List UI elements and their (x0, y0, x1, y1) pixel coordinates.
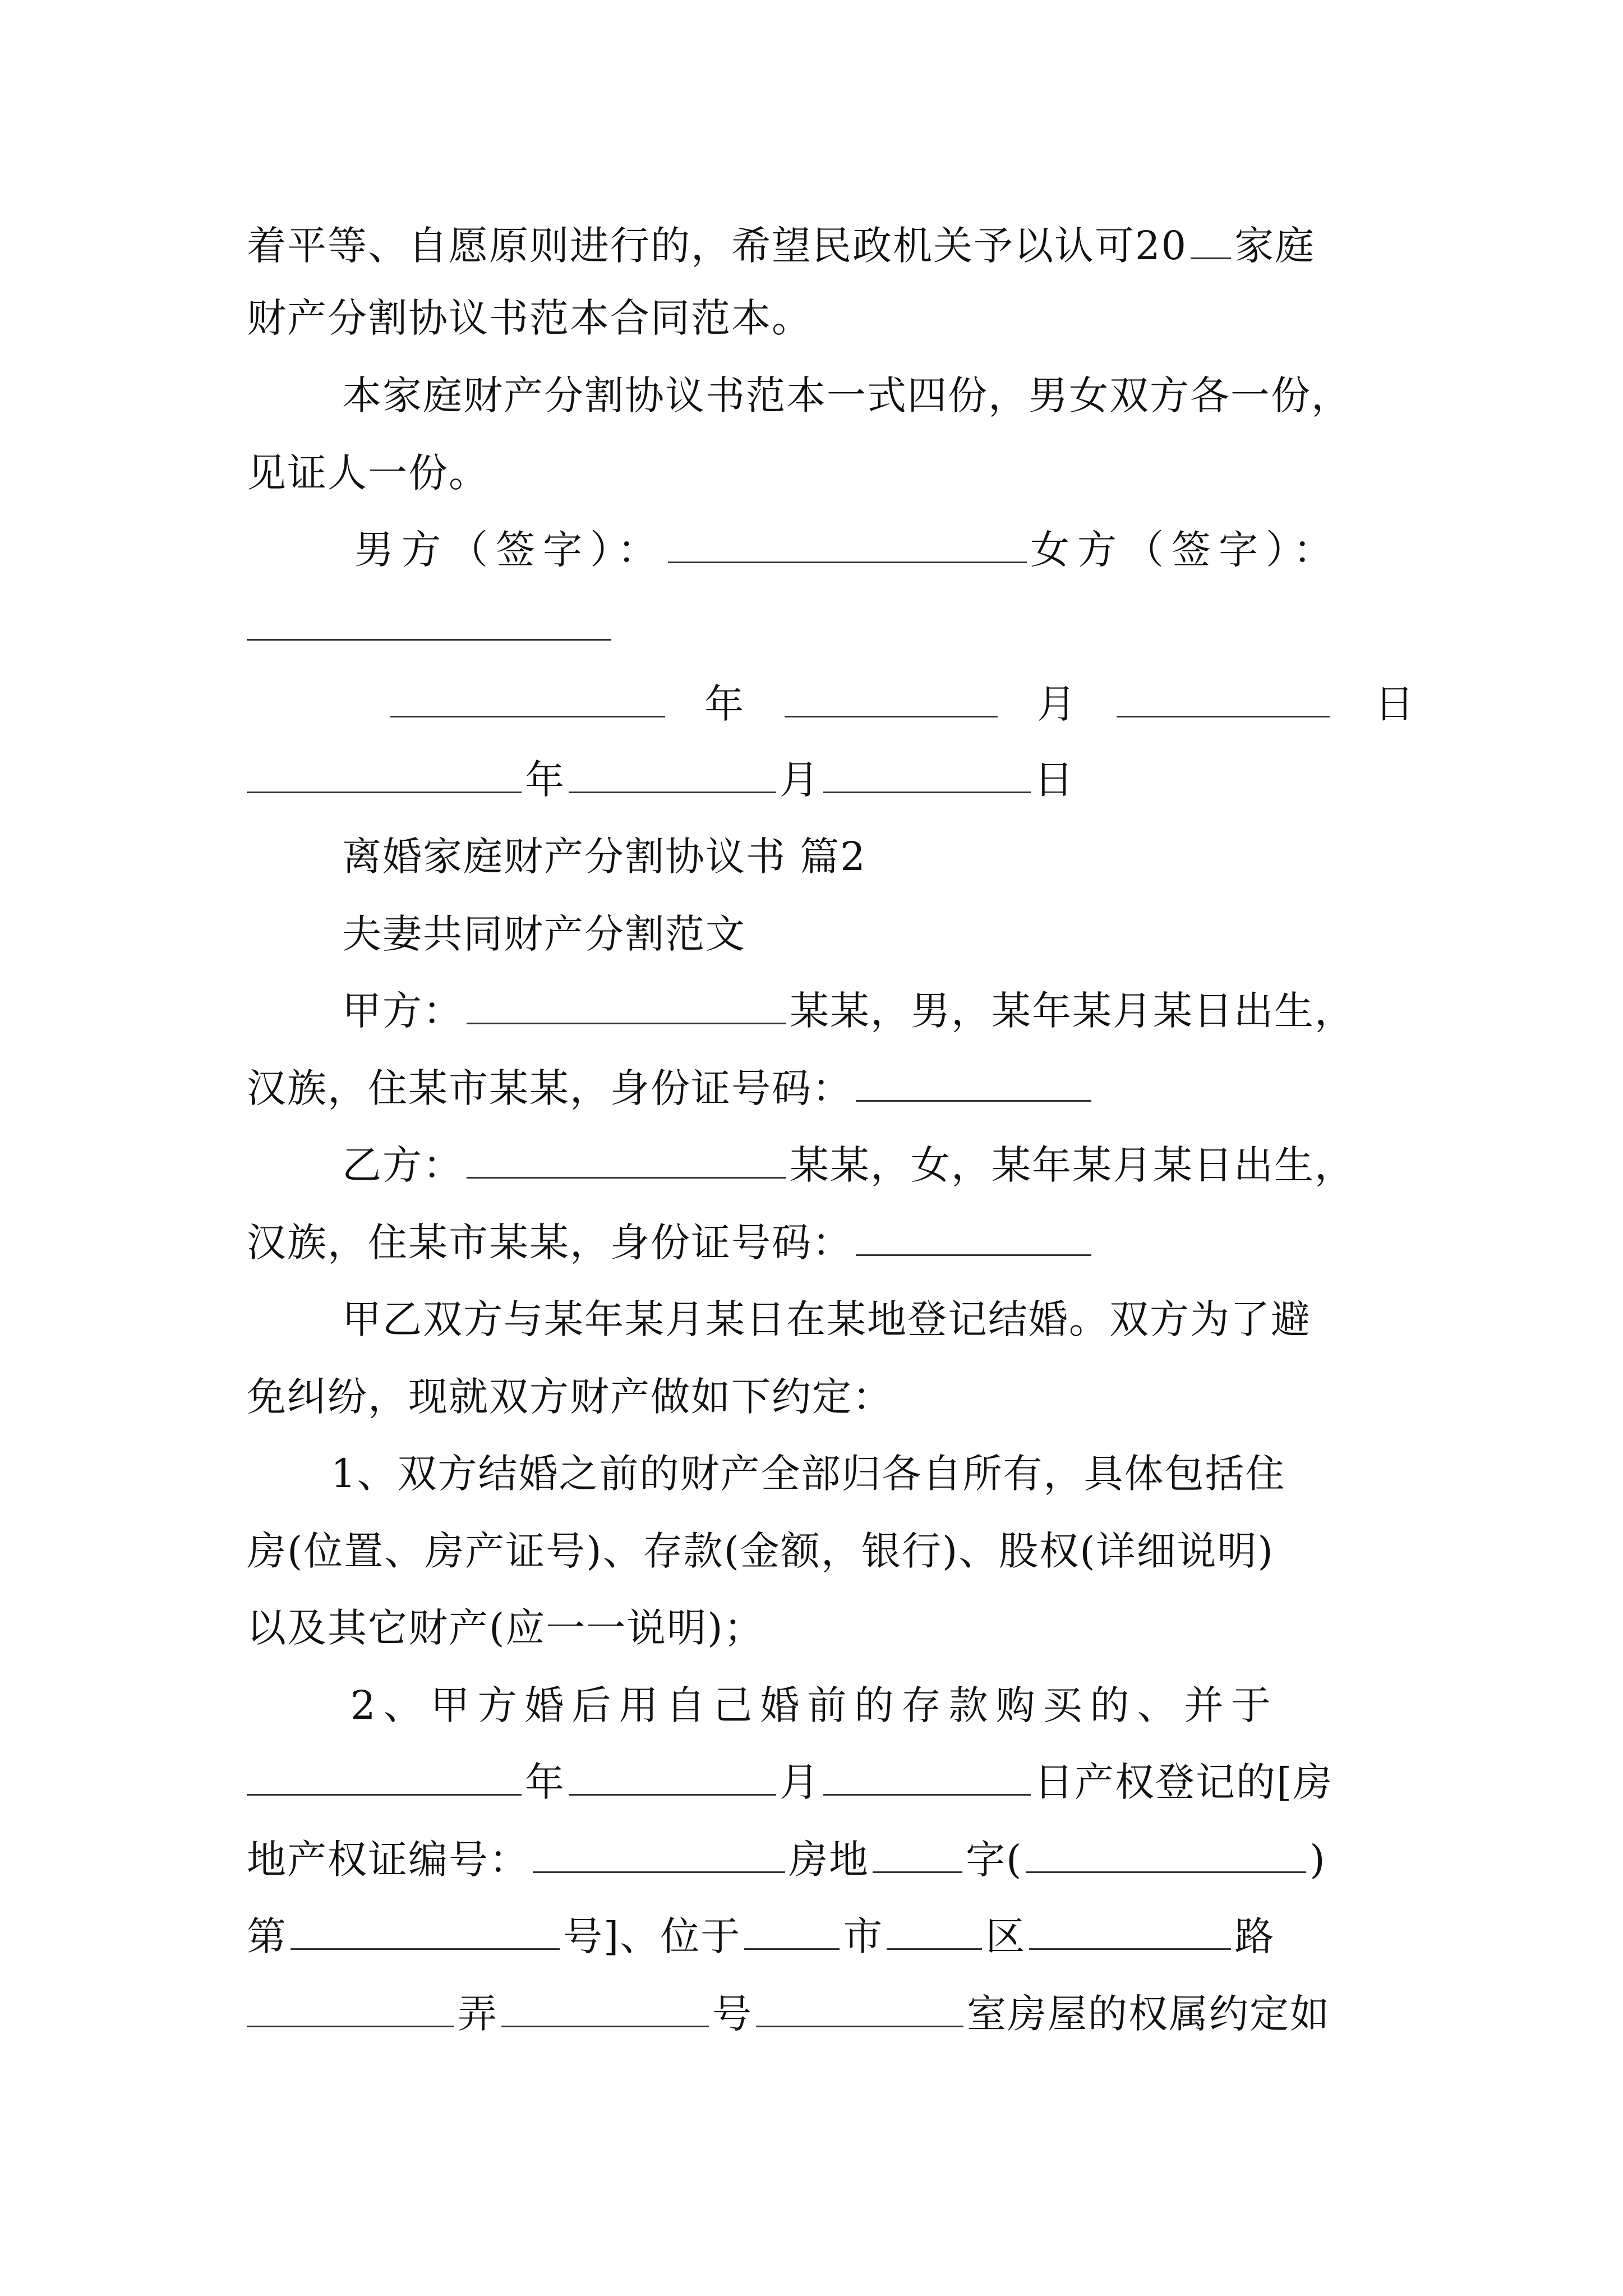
party-b-id-field (856, 1218, 1091, 1256)
blank-field (501, 1990, 709, 2027)
text: 号]、位于 (563, 1913, 741, 1959)
party-b-name-field (467, 1141, 786, 1179)
subheading: 夫妻共同财产分割范文 (342, 911, 746, 957)
road-field (1029, 1912, 1231, 1950)
item-2-line (247, 1906, 1275, 1967)
month-label: 月 (1036, 681, 1077, 727)
item-1-line: 1、双方结婚之前的财产全部归各自所有，具体包括住 (331, 1451, 1286, 1497)
party-b-info: 某某，女，某年某月某日出生， (790, 1142, 1355, 1188)
party-b-line2 (247, 1212, 1095, 1273)
text: 弄 (458, 1991, 498, 2037)
date-line (247, 749, 1075, 811)
city-field (744, 1912, 840, 1950)
party-b-line (342, 1134, 1355, 1196)
text: 着平等、自愿原则进行的，希望民政机关予以认可20 (247, 223, 1188, 269)
party-a-id-label: 汉族，住某市某某，身份证号码： (247, 1065, 852, 1111)
month-field (569, 1758, 776, 1796)
paragraph-line: 本家庭财产分割协议书范本一式四份，男女双方各一份， (342, 372, 1352, 418)
text: 地产权证编号： (247, 1837, 529, 1883)
certificate-number-field (533, 1835, 785, 1873)
day-field (823, 756, 1031, 793)
month-field (569, 756, 776, 793)
paragraph-line: 见证人一份。 (247, 450, 489, 496)
item-2-line (247, 1829, 1326, 1890)
text: 第 (247, 1913, 287, 1959)
year-field (247, 756, 522, 793)
female-signature-label: 女方（签字）： (1030, 527, 1340, 573)
text: 路 (1234, 1913, 1275, 1959)
year-field (247, 1758, 522, 1796)
year-label: 年 (525, 757, 565, 803)
party-a-line2 (247, 1057, 1095, 1119)
district-field (887, 1912, 982, 1950)
item-2-line (247, 1983, 1330, 2045)
year-field (390, 680, 665, 717)
section-heading: 离婚家庭财产分割协议书 篇2 (342, 834, 866, 880)
text: 字( (966, 1837, 1023, 1883)
month-field (785, 680, 998, 717)
month-label: 月 (780, 757, 820, 803)
text: 房地 (789, 1837, 869, 1883)
male-signature-label: 男方（签字）： (354, 527, 665, 573)
party-b-id-label: 汉族，住某市某某，身份证号码： (247, 1220, 852, 1266)
signature-continuation (247, 596, 615, 658)
blank-field (291, 1912, 560, 1950)
party-a-name-field (467, 987, 786, 1024)
paragraph-line: 免纠纷，现就双方财产做如下约定： (247, 1374, 893, 1420)
blank-field (756, 1990, 963, 2027)
day-field (1117, 680, 1330, 717)
party-a-id-field (856, 1064, 1091, 1102)
item-1-line: 房(位置、房产证号)、存款(金额，银行)、股权(详细说明) (247, 1528, 1274, 1574)
text: 号 (712, 1991, 753, 2037)
male-signature-field (668, 526, 1027, 563)
year-label: 年 (525, 1759, 565, 1805)
item-2-line (247, 1751, 1333, 1813)
item-2-line: 2、甲方婚后用自己婚前的存款购买的、并于 (351, 1682, 1279, 1728)
day-label: 日 (1034, 757, 1075, 803)
text: ) (1310, 1837, 1326, 1883)
party-a-info: 某某，男，某年某月某日出生， (790, 988, 1355, 1034)
blank-field (1191, 222, 1231, 259)
day-label: 日 (1375, 681, 1415, 727)
female-signature-field (247, 603, 611, 641)
item-1-line: 以及其它财产(应一一说明)； (247, 1605, 764, 1651)
day-field (823, 1758, 1031, 1796)
party-a-label: 甲方： (342, 988, 463, 1034)
blank-field (873, 1835, 962, 1873)
text: 市 (843, 1913, 884, 1959)
text: 室房屋的权属约定如 (967, 1991, 1330, 2037)
text: 家庭 (1234, 223, 1316, 269)
paragraph-line (247, 215, 1315, 277)
date-line (387, 673, 1415, 735)
party-b-label: 乙方： (342, 1142, 463, 1188)
text: 日产权登记的[房 (1034, 1759, 1334, 1805)
month-label: 月 (780, 1759, 820, 1805)
year-label: 年 (704, 681, 745, 727)
blank-field (1026, 1835, 1306, 1873)
paragraph-line: 甲乙双方与某年某月某日在某地登记结婚。双方为了避 (342, 1296, 1311, 1342)
paragraph-line: 财产分割协议书范本合同范本。 (247, 295, 812, 341)
signature-line (354, 519, 1340, 581)
party-a-line (342, 980, 1355, 1042)
text: 区 (985, 1913, 1026, 1959)
blank-field (247, 1990, 454, 2027)
